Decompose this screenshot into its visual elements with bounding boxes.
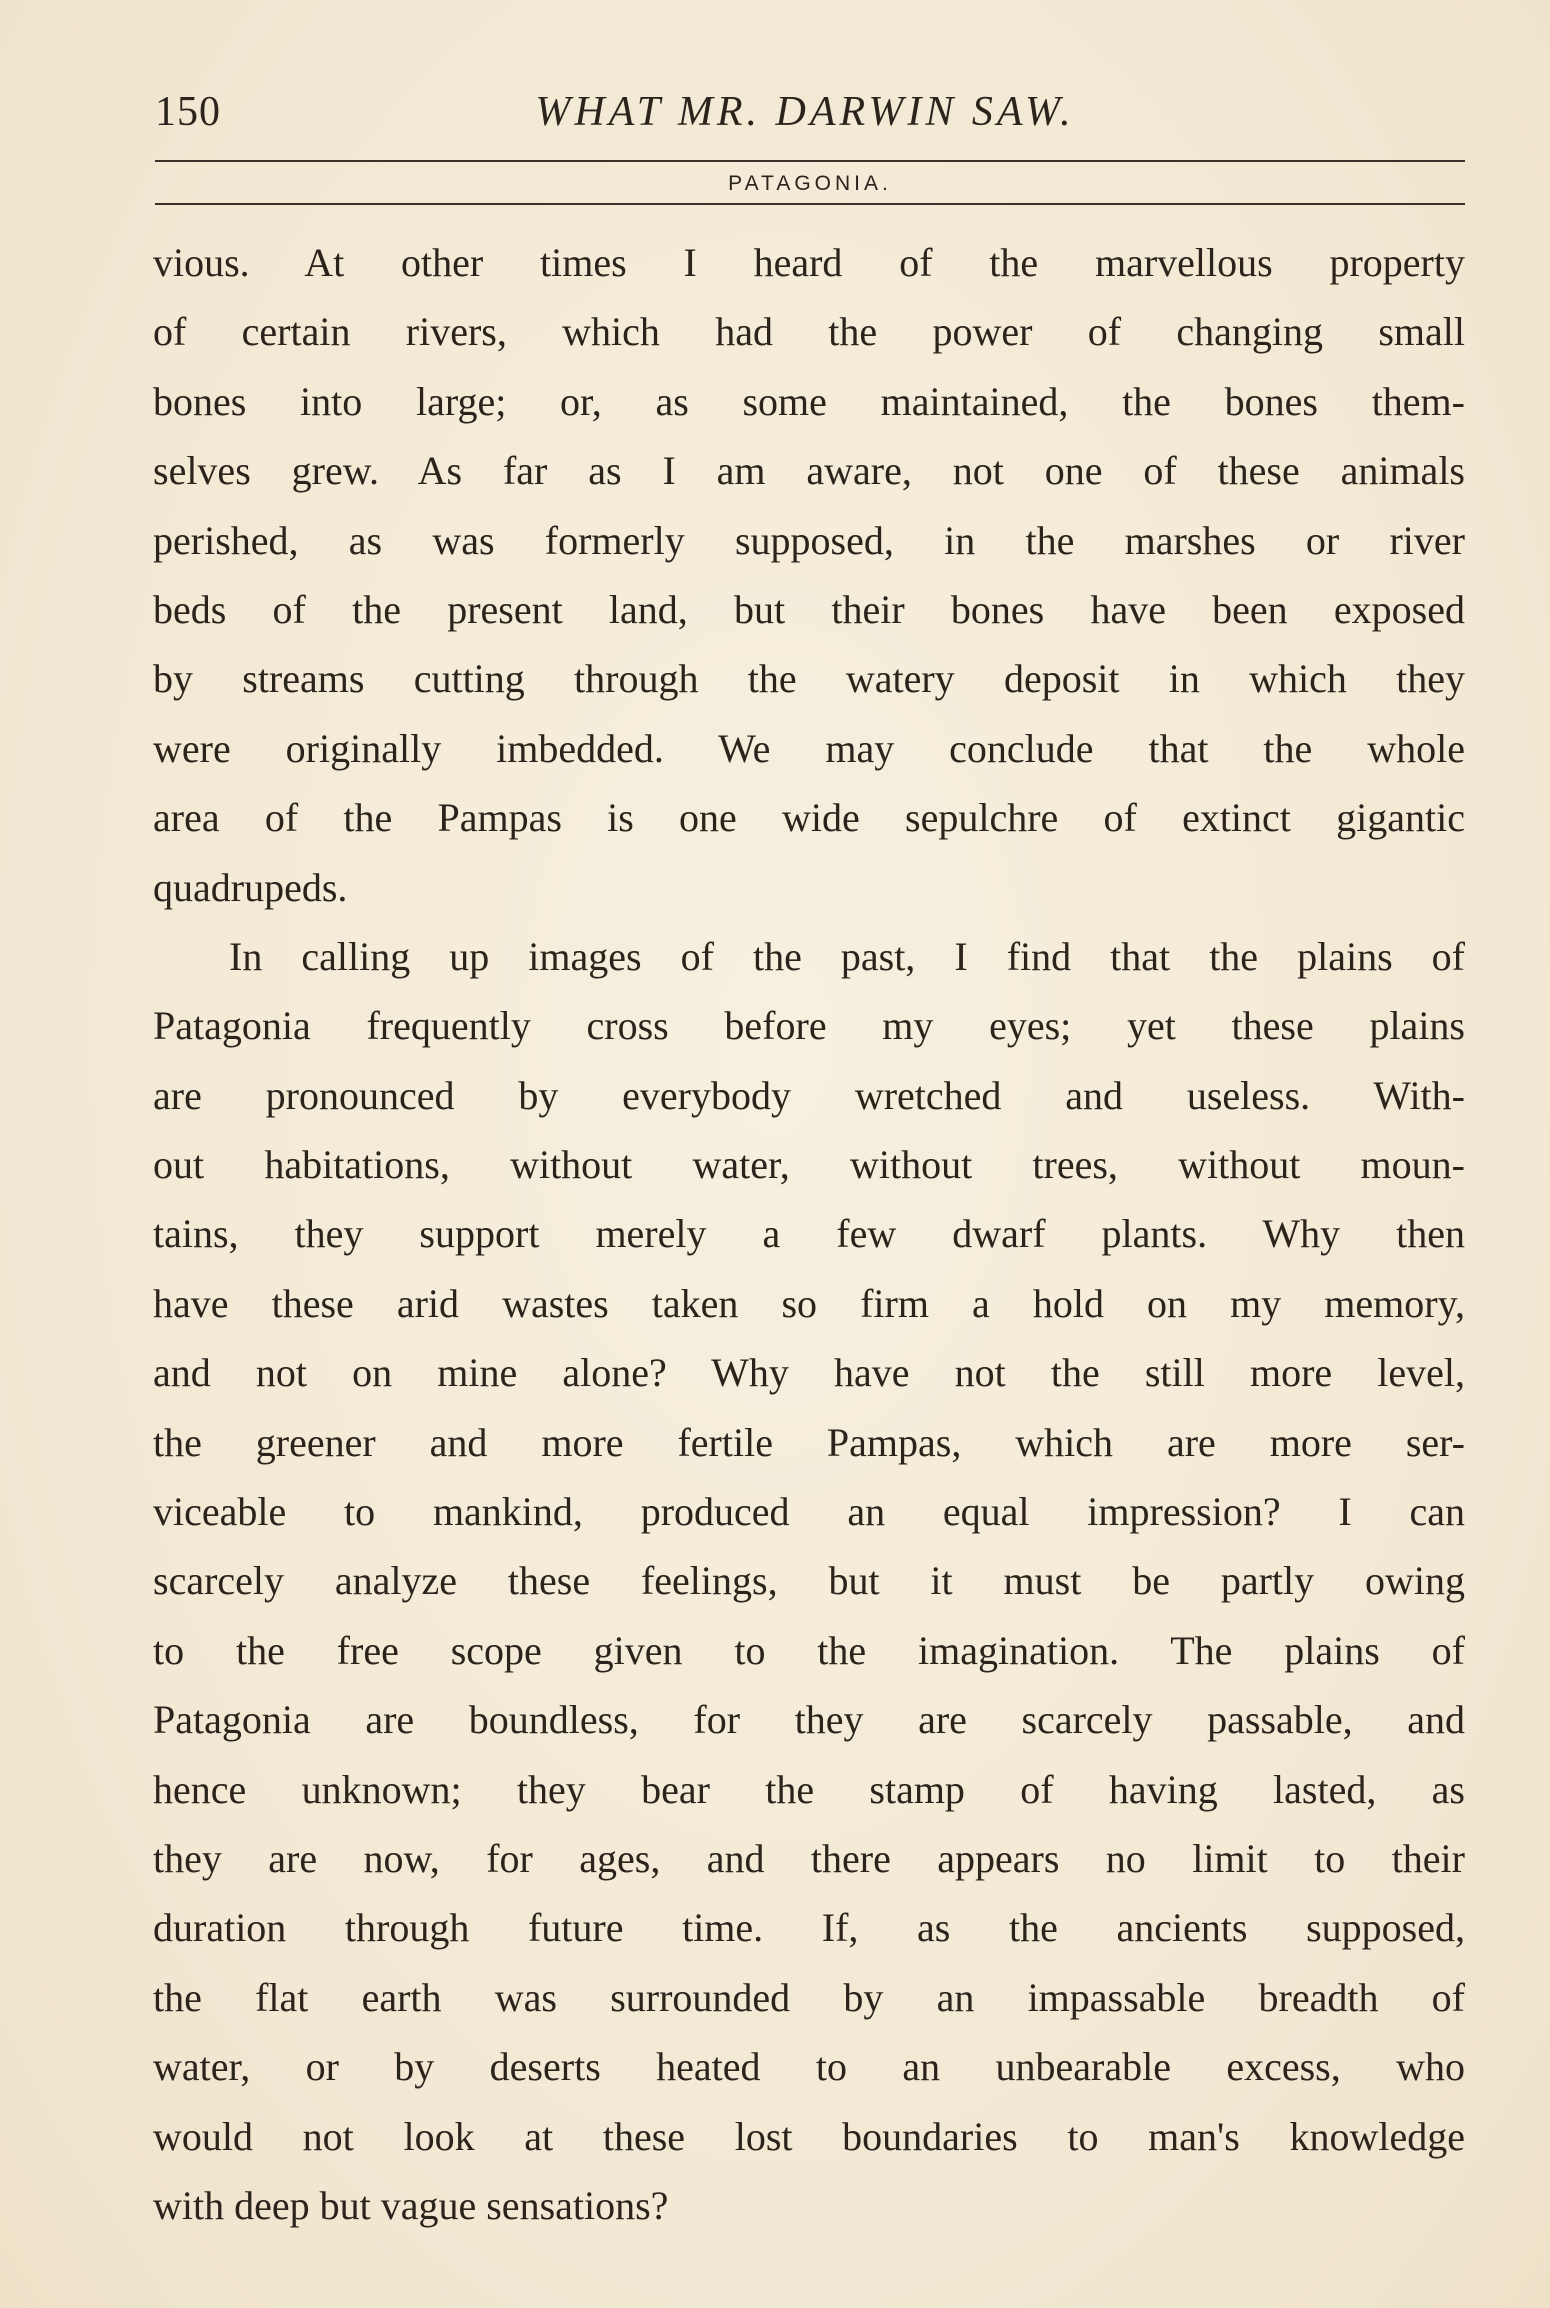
text-line: were originally imbedded. We may conclude that the whole <box>153 725 1465 771</box>
body-text <box>153 228 1465 2240</box>
text-line: tains, they support merely a few dwarf plants. Why then <box>153 1211 1465 1257</box>
text-line: Patagonia are boundless, for they are scarcely passable, and <box>153 1697 1465 1743</box>
text-line: viceable to mankind, produced an equal impression? I can <box>153 1489 1465 1535</box>
text-line: are pronounced by everybody wretched and useless. With- <box>153 1072 1465 1118</box>
text-line: beds of the present land, but their bones have been exposed <box>153 586 1465 632</box>
text-line: out habitations, without water, without trees, without moun- <box>153 1142 1465 1188</box>
book-title: WHAT MR. DARWIN SAW. <box>535 89 1075 135</box>
text-line: would not look at these lost boundaries to man's knowledge <box>153 2113 1465 2159</box>
header-rule-bottom <box>155 203 1465 205</box>
text-line: to the free scope given to the imagination. The plains of <box>153 1627 1465 1673</box>
text-line: the flat earth was surrounded by an impassable breadth of <box>153 1974 1465 2020</box>
text-line: vious. At other times I heard of the marvellous property <box>153 240 1465 285</box>
text-line: have these arid wastes taken so firm a hold on my memory, <box>153 1280 1465 1326</box>
section-heading: PATAGONIA. <box>728 172 892 195</box>
text-line: the greener and more fertile Pampas, which are more ser- <box>153 1419 1465 1465</box>
text-line: they are now, for ages, and there appears no limit to their <box>153 1835 1465 1881</box>
text-line: of certain rivers, which had the power of changing small <box>153 309 1465 355</box>
text-line: by streams cutting through the watery deposit in which they <box>153 656 1465 702</box>
text-line: selves grew. As far as I am aware, not one of these animals <box>153 448 1465 494</box>
text-line: area of the Pampas is one wide sepulchre of extinct gigantic <box>153 795 1465 841</box>
text-line: perished, as was formerly supposed, in the marshes or river <box>153 517 1465 563</box>
text-line: water, or by deserts heated to an unbearable excess, who <box>153 2044 1465 2090</box>
page-number: 150 <box>155 89 221 135</box>
text-line: duration through future time. If, as the ancients supposed, <box>153 1905 1465 1951</box>
text-line: bones into large; or, as some maintained, the bones them- <box>153 378 1465 424</box>
running-head <box>155 88 1465 148</box>
text-line: hence unknown; they bear the stamp of having lasted, as <box>153 1766 1465 1812</box>
text-line: with deep but vague sensations? <box>153 2182 669 2228</box>
text-line: quadrupeds. <box>153 864 348 910</box>
text-line: scarcely analyze these feelings, but it must be partly owing <box>153 1558 1465 1604</box>
text-line: and not on mine alone? Why have not the still more level, <box>153 1350 1465 1396</box>
text-line: In calling up images of the past, I find that the plains of <box>229 933 1465 979</box>
header-rule-top <box>155 160 1465 162</box>
text-line: Patagonia frequently cross before my eyes; yet these plains <box>153 1003 1465 1049</box>
